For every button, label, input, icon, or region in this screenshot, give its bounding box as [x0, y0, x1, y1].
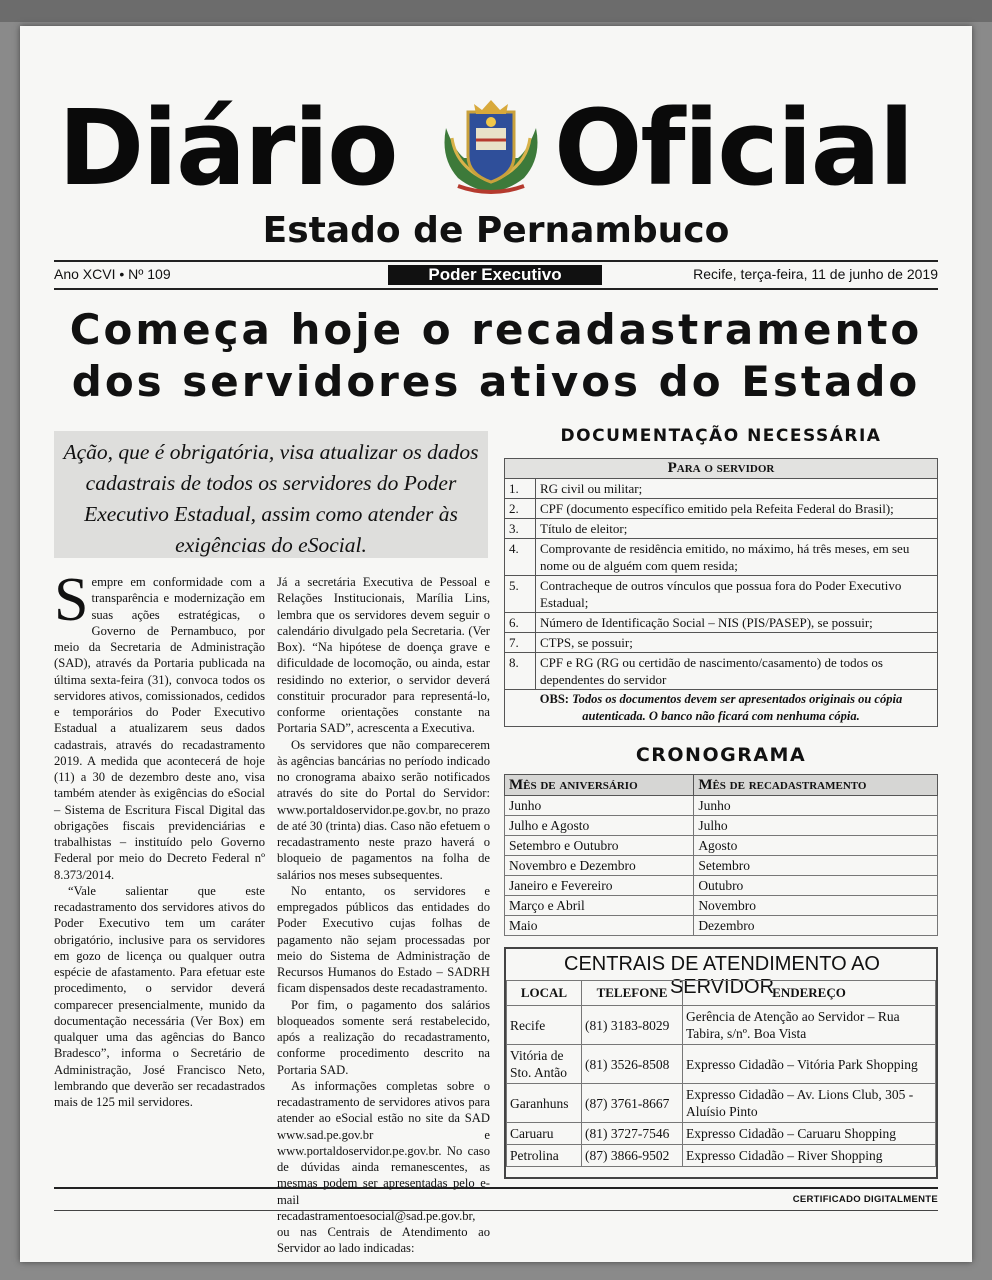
- paragraph: As informações completas sobre o recadastramento de servidores ativos para atender ao eSocial estão no site da SAD www.sad.pe.gov.br e www.portaldoservidor.pe.gov.br. No caso de dúvidas ainda remanescentes, as mesmas podem ser apresentadas pelo e-mail recadastramentoesocial@sad.pe.gov.br, ou nas Centrais de Atendimento ao Servidor ao lado indicadas:: [277, 1078, 490, 1256]
- paragraph: “Vale salientar que este recadastramento dos servidores ativos do Poder Executivo tem um caráter obrigatório, inclusive para os servidores em gozo de licença ou qualquer outra espécie de afastamento. Para efetuar este procedimento, o servidor deverá comparecer presencialmente, munido da documentação necessária (Ver Box) em qualquer uma das agências do Banco Bradesco”, informa o Secretário de Administração, José Francisco Neto, lembrando que deverão ser recadastrados mais de 125 mil servidores.: [54, 883, 265, 1109]
- table-row: Novembro e Dezembro Setembro: [505, 856, 938, 876]
- publication-date: Recife, terça-feira, 11 de junho de 2019: [693, 266, 938, 282]
- table-row: Maio Dezembro: [505, 916, 938, 936]
- section-badge: Poder Executivo: [388, 265, 602, 285]
- newspaper-page: [20, 26, 972, 1262]
- divider: [54, 1210, 938, 1211]
- documentation-table: [504, 458, 938, 727]
- divider: [54, 288, 938, 290]
- table-row: 5. Contracheque de outros vínculos que possua fora do Poder Executivo Estadual;: [505, 576, 938, 613]
- edition-number: Ano XCVI • Nº 109: [54, 266, 171, 282]
- obs-note: OBS: Todos os documentos devem ser apresentados originais ou cópia autenticada. O banco não ficará com nenhuma cópia.: [505, 690, 938, 727]
- column-header: ENDEREÇO: [683, 981, 936, 1006]
- digital-certification-label: CERTIFICADO DIGITALMENTE: [792, 1194, 938, 1205]
- table-row: Caruaru (81) 3727-7546 Expresso Cidadão – Caruaru Shopping: [507, 1123, 936, 1145]
- table-row: 6. Número de Identificação Social – NIS (PIS/PASEP), se possuir;: [505, 613, 938, 633]
- table-row: Vitória de Sto. Antão (81) 3526-8508 Expresso Cidadão – Vitória Park Shopping: [507, 1045, 936, 1084]
- table-row: Julho e Agosto Julho: [505, 816, 938, 836]
- table-row: Recife (81) 3183-8029 Gerência de Atenção ao Servidor – Rua Tabira, s/nº. Boa Vista: [507, 1006, 936, 1045]
- headline: [20, 304, 972, 408]
- column-header: Mês de aniversário: [505, 775, 694, 796]
- article-column-1: [54, 566, 265, 1110]
- paragraph: Já a secretária Executiva de Pessoal e Relações Institucionais, Marília Lins, lembra que os servidores devem seguir o calendário divulgado pela Secretaria. (Ver Box). “Na hipótese de doença grave e dificuldade de locomoção, ou ainda, estar residindo no exterior, o servidor deverá constituir procurador para representá-lo, conforme orientações constante na Portaria SAD”, acrescenta a Executiva.: [277, 575, 490, 736]
- table-row: Petrolina (87) 3866-9502 Expresso Cidadão – River Shopping: [507, 1145, 936, 1167]
- coat-of-arms-icon: [438, 98, 544, 196]
- divider: [54, 1187, 938, 1189]
- column-header: TELEFONE: [582, 981, 683, 1006]
- headline-line: dos servidores ativos do Estado: [71, 357, 921, 406]
- table-row: Janeiro e Fevereiro Outubro: [505, 876, 938, 896]
- headline-line: Começa hoje o recadastramento: [69, 305, 923, 354]
- masthead-title-left: Diário: [58, 87, 397, 209]
- article-column-2: [277, 574, 490, 1257]
- masthead-subtitle: Estado de Pernambuco: [262, 210, 730, 251]
- paragraph: Sempre em conformidade com a transparência e modernização em suas ações estratégicas, o Governo de Pernambuco, por meio da Secretaria de Administração (SAD), através da Portaria publicada na última sexta-feira (31), convoca todos os servidores ativos, comissionados, cedidos e temporários do Poder Executivo Estadual a atualizarem seus dados cadastrais, através do recadastramento 2019. A medida que acontecerá de hoje (11) a 30 de dezembro deste ano, visa também atender às exigências do eSocial – Sistema de Escritura Fiscal Digital das obrigações fiscais previdenciárias e trabalhistas – instituído pelo Governo Federal por meio do Decreto Federal nº 8.373/2014.: [54, 566, 265, 882]
- window-top-bar: [0, 0, 992, 22]
- table-row: 1. RG civil ou militar;: [505, 479, 938, 499]
- table-row: Garanhuns (87) 3761-8667 Expresso Cidadão – Av. Lions Club, 305 - Aluísio Pinto: [507, 1084, 936, 1123]
- masthead-title-right: Oficial: [554, 87, 913, 209]
- service-centers-table: [506, 980, 936, 1167]
- service-centers-title: CENTRAIS DE ATENDIMENTO AO SERVIDOR: [564, 953, 880, 998]
- schedule-table: [504, 774, 938, 936]
- schedule-title: CRONOGRAMA: [635, 744, 807, 766]
- table-row: Setembro e Outubro Agosto: [505, 836, 938, 856]
- article-deck: Ação, que é obrigatória, visa atualizar os dados cadastrais de todos os servidores do Poder Executivo Estadual, assim como atender às exigências do eSocial.: [54, 431, 488, 558]
- table-row: Junho Junho: [505, 796, 938, 816]
- column-header: LOCAL: [507, 981, 582, 1006]
- documentation-title: DOCUMENTAÇÃO NECESSÁRIA: [560, 426, 882, 446]
- table-row: 4. Comprovante de residência emitido, no máximo, há três meses, em seu nome ou de alguém com quem resida;: [505, 539, 938, 576]
- paragraph: No entanto, os servidores e empregados públicos das entidades do Poder Executivo cujas folhas de pagamento não sejam processadas por meio do Sistema de Administração de Recursos Humanos do Estado – SADRH ficam dispensados deste recadastramento.: [277, 883, 490, 996]
- table-row: 2. CPF (documento específico emitido pela Refeita Federal do Brasil);: [505, 499, 938, 519]
- paragraph: Os servidores que não comparecerem às agências bancárias no período indicado no cronograma abaixo serão notificados através do site do Portal do Servidor: www.portaldoservidor.pe.gov.br, no prazo de até 30 (trinta) dias. Caso não efetuem o recadastramento neste prazo haverá o bloqueio de pagamentos na folha de salários nos meses subsequentes.: [277, 737, 490, 882]
- table-header: Para o servidor: [505, 459, 938, 479]
- divider: [54, 260, 938, 262]
- drop-cap: S: [54, 566, 89, 634]
- paragraph: Por fim, o pagamento dos salários bloqueados somente será restabelecido, após a realização do recadastramento, conforme procedimento descrito na Portaria SAD.: [277, 997, 490, 1077]
- table-row: 7. CTPS, se possuir;: [505, 633, 938, 653]
- table-row: 3. Título de eleitor;: [505, 519, 938, 539]
- column-header: Mês de recadastramento: [694, 775, 938, 796]
- table-row: 8. CPF e RG (RG ou certidão de nascimento/casamento) de todos os dependentes do servidor: [505, 653, 938, 690]
- table-row: Março e Abril Novembro: [505, 896, 938, 916]
